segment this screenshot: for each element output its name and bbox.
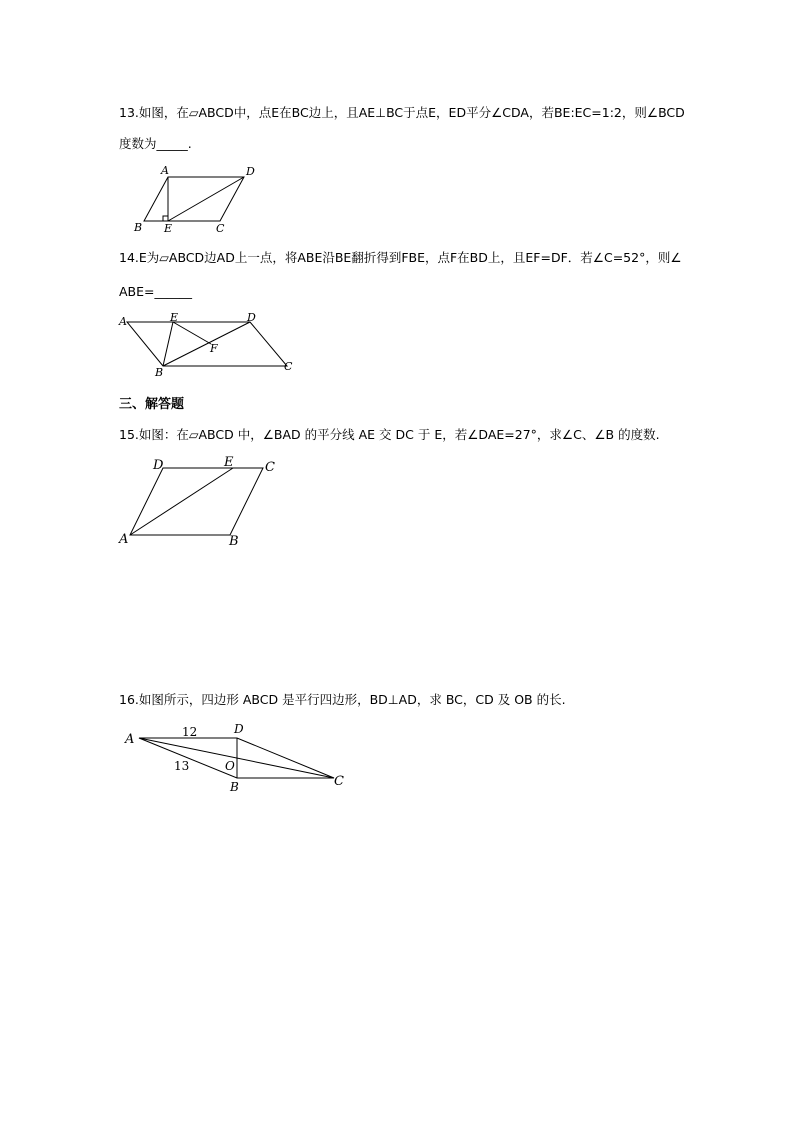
q16-label-b: B [230,780,239,794]
q14-label-b: B [155,366,164,378]
q15-label-b: B [229,534,239,549]
q15-label-d: D [153,458,164,473]
q16-text-line1: 16.如图所示，四边形 ABCD 是平行四边形，BD⊥AD，求 BC，CD 及 OB 的长. [119,692,566,707]
q13-label-a: A [161,164,169,177]
q15-label-c: C [265,460,275,475]
section-heading: 三、解答题 [119,397,185,412]
q13-label-b: B [134,221,143,234]
q14-text-line1: 14.E为▱ABCD边AD上一点，将ABE沿BE翻折得到FBE，点F在BD上，且EF=DF．若∠C=52°，则∠ [119,250,682,265]
q15-label-e: E [224,455,234,470]
q14-text-line2: ABE=______ [119,284,192,299]
q13-text-line2: 度数为_____. [119,136,192,151]
q16-label-a: A [125,732,135,747]
q13-label-e: E [164,222,173,235]
q16-label-d: D [234,722,244,736]
q14-figure [115,310,300,378]
q15-figure [115,455,285,550]
q13-label-d: D [246,165,255,178]
q14-label-e: E [170,311,179,324]
q16-figure [120,718,355,796]
q15-label-a: A [119,532,129,547]
q13-label-c: C [216,222,225,235]
q15-text-line1: 15.如图：在▱ABCD 中，∠BAD 的平分线 AE 交 DC 于 E，若∠DAE=27°，求∠C、∠B 的度数. [119,427,660,442]
q14-label-a: A [119,315,127,328]
q16-label-o: O [225,759,235,773]
q16-length-ad: 12 [182,725,198,739]
q16-label-c: C [334,774,344,789]
q14-label-d: D [247,311,256,324]
q13-figure [130,163,260,235]
q13-text-line1: 13.如图，在▱ABCD中，点E在BC边上，且AE⊥BC于点E，ED平分∠CDA，若BE:EC=1:2，则∠BCD [119,105,685,120]
q16-length-ab: 13 [174,759,190,773]
q14-label-c: C [284,360,293,373]
q14-label-f: F [210,342,218,355]
